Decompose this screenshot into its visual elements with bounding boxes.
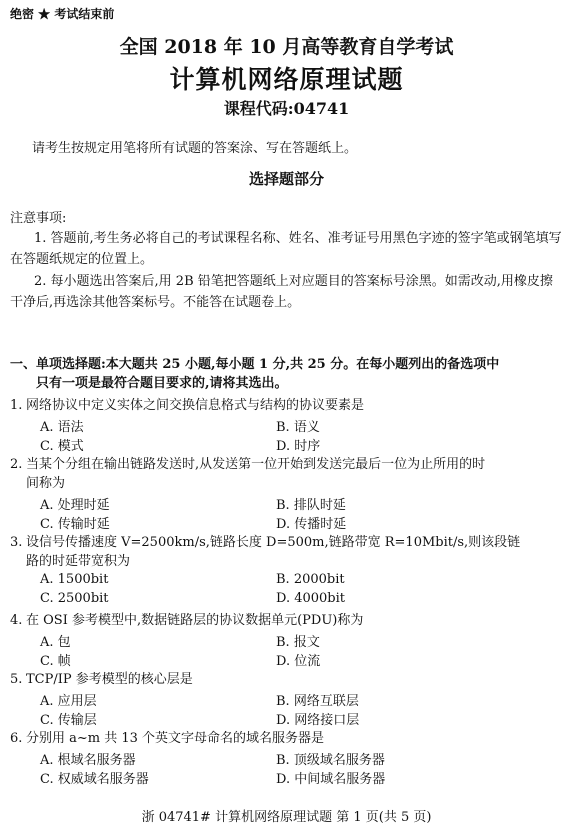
- question-2-stem: [10, 455, 562, 474]
- question-5-stem: [10, 670, 562, 689]
- page-footer: 浙 04741# 计算机网络原理试题 第 1 页(共 5 页): [141, 810, 432, 825]
- question-5-number: 5.: [10, 672, 23, 687]
- question-4-option-d: D. 位流: [276, 654, 321, 669]
- question-4-stem: [10, 611, 562, 630]
- question-1-option-d: D. 时序: [276, 439, 321, 454]
- question-3-stem-cont: [10, 552, 562, 571]
- course-code: 课程代码:04741: [223, 99, 350, 118]
- lead-instruction: 请考生按规定用笔将所有试题的答案涂、写在答题纸上。: [32, 141, 358, 156]
- question-1-text: 网络协议中定义实体之间交换信息格式与结构的协议要素是: [26, 398, 365, 413]
- part1-heading-line2: 只有一项是最符合题目要求的,请将其选出。: [36, 376, 288, 391]
- question-1-option-c: C. 模式: [40, 439, 84, 454]
- question-6-number: 6.: [10, 731, 23, 746]
- confidential-label: 绝密 ★ 考试结束前: [10, 7, 115, 21]
- part1-heading: [10, 355, 565, 393]
- question-3-number: 3.: [10, 535, 23, 550]
- exam-title: 全国 2018 年 10 月高等教育自学考试: [119, 36, 454, 58]
- question-1-stem: [10, 396, 562, 415]
- question-4-option-b: B. 报文: [276, 635, 320, 650]
- section-title: 选择题部分: [248, 170, 324, 188]
- question-3-text-cont: 路的时延带宽积为: [26, 554, 131, 569]
- question-6-option-d: D. 中间域名服务器: [276, 772, 386, 787]
- question-3-option-b: B. 2000bit: [276, 572, 345, 587]
- question-3-option-a: A. 1500bit: [40, 572, 109, 587]
- question-4-number: 4.: [10, 613, 23, 628]
- question-3-stem: [10, 533, 562, 552]
- question-6-option-c: C. 权威域名服务器: [40, 772, 149, 787]
- question-5-option-b: B. 网络互联层: [276, 694, 359, 709]
- question-1-option-b: B. 语义: [276, 420, 320, 435]
- question-2-option-a: A. 处理时延: [40, 498, 110, 513]
- question-4-option-c: C. 帧: [40, 654, 71, 669]
- question-2-stem-cont: [10, 474, 562, 493]
- question-6-option-b: B. 顶级域名服务器: [276, 753, 385, 768]
- question-3-option-d: D. 4000bit: [276, 591, 346, 606]
- question-1-number: 1.: [10, 398, 23, 413]
- question-5-option-d: D. 网络接口层: [276, 713, 360, 728]
- question-2-option-d: D. 传播时延: [276, 517, 347, 532]
- question-2-text: 当某个分组在输出链路发送时,从发送第一位开始到发送完最后一位为止所用的时: [26, 457, 486, 472]
- question-4-text: 在 OSI 参考模型中,数据链路层的协议数据单元(PDU)称为: [26, 613, 364, 628]
- question-2-text-cont: 间称为: [26, 476, 66, 491]
- notes-label: 注意事项:: [10, 211, 67, 226]
- subject-title: 计算机网络原理试题: [169, 65, 404, 94]
- question-5-text: TCP/IP 参考模型的核心层是: [26, 672, 193, 687]
- question-3-text: 设信号传播速度 V=2500km/s,链路长度 D=500m,链路带宽 R=10Mbit/s,则该段链: [26, 535, 521, 550]
- question-5-option-a: A. 应用层: [40, 694, 97, 709]
- question-4-option-a: A. 包: [40, 635, 71, 650]
- question-2-number: 2.: [10, 457, 23, 472]
- question-6-option-a: A. 根域名服务器: [40, 753, 136, 768]
- part1-heading-line1: 一、单项选择题:本大题共 25 小题,每小题 1 分,共 25 分。在每小题列出的备选项中: [10, 357, 500, 372]
- question-5-option-c: C. 传输层: [40, 713, 97, 728]
- note-item-1: 1. 答题前,考生务必将自己的考试课程名称、姓名、准考证号用黑色字迹的签字笔或钢笔填写在答题纸规定的位置上。: [10, 231, 562, 267]
- question-2-option-b: B. 排队时延: [276, 498, 346, 513]
- question-6-stem: [10, 729, 562, 748]
- note-item-2: 2. 每小题选出答案后,用 2B 铅笔把答题纸上对应题目的答案标号涂黑。如需改动,用橡皮擦干净后,再选涂其他答案标号。不能答在试题卷上。: [10, 274, 553, 310]
- question-3-option-c: C. 2500bit: [40, 591, 109, 606]
- question-2-option-c: C. 传输时延: [40, 517, 110, 532]
- question-1-option-a: A. 语法: [40, 420, 84, 435]
- question-6-text: 分别用 a~m 共 13 个英文字母命名的域名服务器是: [26, 731, 325, 746]
